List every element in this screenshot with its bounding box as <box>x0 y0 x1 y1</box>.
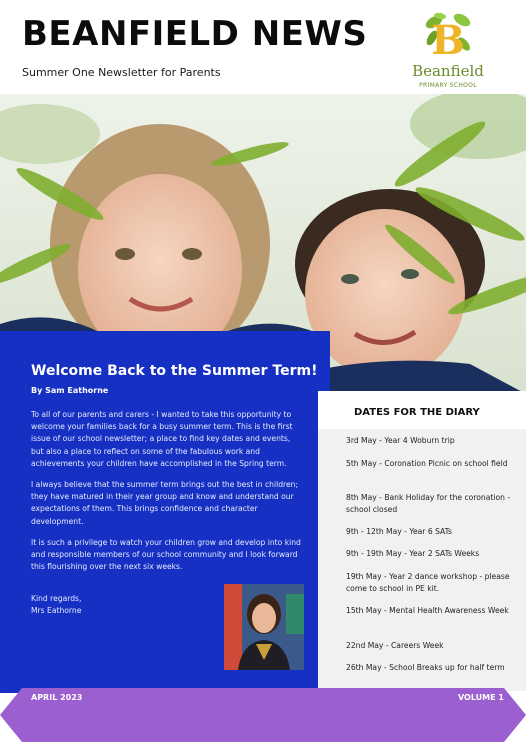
diary-item <box>346 458 522 470</box>
signature-name: Mrs Eathorne <box>31 606 82 616</box>
article-signature <box>31 593 81 617</box>
diary-event: - School Breaks up for half term <box>381 663 505 672</box>
diary-header <box>318 391 526 429</box>
welcome-article <box>0 331 330 693</box>
logo-school-name: Beanfield <box>412 62 484 80</box>
sign-off: Kind regards, <box>31 594 82 603</box>
diary-event: - Mental Health Awareness Week <box>381 606 509 615</box>
article-paragraph: To all of our parents and carers - I wanted to take this opportunity to welcome your families back for a busy summer term. This is the first issue of our school newsletter; a place to find key dates and events, but also a place to reflect on some of the fabulous work and achievements your children have accomplished in the Spring term. <box>31 410 293 468</box>
diary-date: 15th May <box>346 606 382 615</box>
diary-date: 22nd May <box>346 641 384 650</box>
article-body <box>31 409 303 582</box>
newsletter-title: BEANFIELD NEWS <box>22 14 368 54</box>
diary-item <box>346 571 522 594</box>
diary-item <box>346 526 522 538</box>
article-paragraph: It is such a privilege to watch your children grow and develop into kind and responsible members of our school community and I look forward this flourishing over the next six weeks. <box>31 537 301 572</box>
diary-date: 19th May <box>346 572 382 581</box>
newsletter-subtitle: Summer One Newsletter for Parents <box>22 66 221 79</box>
svg-text:B: B <box>431 17 465 64</box>
article-paragraph: I always believe that the summer term brings out the best in children; they have matured in their year group and know and understand our expectations of them. This brings confidence and character development. <box>31 480 299 526</box>
issue-volume: VOLUME 1 <box>458 693 504 702</box>
dates-for-diary-panel <box>318 391 526 691</box>
headteacher-portrait <box>224 584 304 670</box>
diary-item <box>346 435 522 447</box>
diary-date: 9th - 12th May <box>346 527 402 536</box>
logo-school-tag: PRIMARY SCHOOL <box>419 82 477 89</box>
diary-date: 3rd May <box>346 436 377 445</box>
article-title: Welcome Back to the Summer Term! <box>31 363 318 379</box>
masthead <box>0 0 526 94</box>
diary-event: - Year 4 Woburn trip <box>376 436 455 445</box>
diary-event: - Coronation Picnic on school field <box>376 459 508 468</box>
diary-item <box>346 662 522 674</box>
diary-date: 8th May <box>346 493 377 502</box>
issue-date: APRIL 2023 <box>31 693 83 702</box>
diary-item <box>346 605 522 617</box>
diary-item <box>346 548 522 560</box>
diary-event: - Careers Week <box>383 641 444 650</box>
diary-date: 9th - 19th May <box>346 549 402 558</box>
school-logo <box>402 8 494 92</box>
diary-date: 5th May <box>346 459 377 468</box>
diary-title: DATES FOR THE DIARY <box>354 407 480 418</box>
diary-event: - Year 2 dance workshop - please come to school in PE kit. <box>346 572 510 593</box>
leaf-b-icon <box>402 8 494 64</box>
diary-date: 26th May <box>346 663 382 672</box>
diary-event: - Year 6 SATs <box>401 527 452 536</box>
diary-item <box>346 640 522 652</box>
diary-item <box>346 492 522 515</box>
article-author: By Sam Eathorne <box>31 386 109 395</box>
diary-event: - Bank Holiday for the coronation - school closed <box>346 493 511 514</box>
diary-event: - Year 2 SATs Weeks <box>401 549 480 558</box>
